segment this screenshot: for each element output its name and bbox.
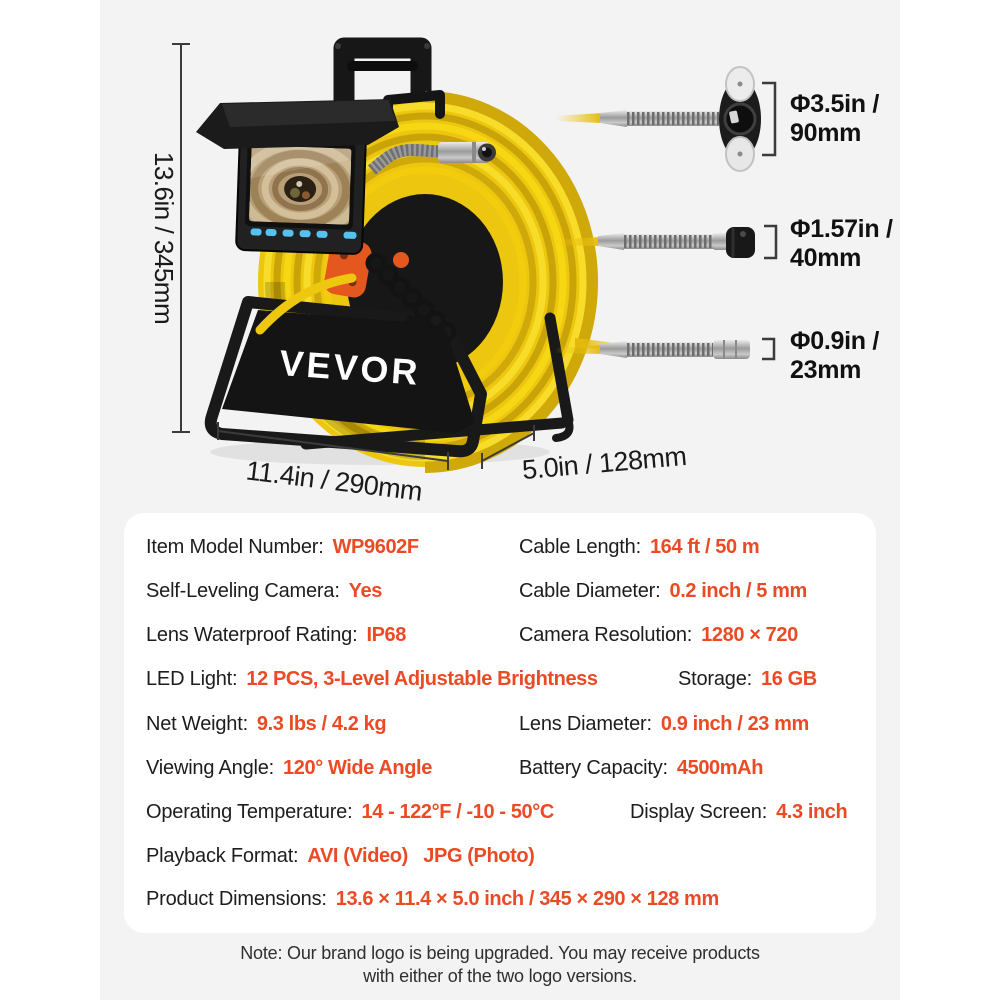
attachment-2-size-line1: Φ1.57in / xyxy=(790,215,893,243)
spec-label: Playback Format: xyxy=(146,845,299,867)
spec-value: 1280 × 720 xyxy=(701,624,798,646)
spec-row-temperature xyxy=(146,799,860,825)
camera-head xyxy=(438,142,496,163)
note-line2: with either of the two logo versions. xyxy=(363,966,637,986)
spec-label: Viewing Angle: xyxy=(146,757,275,779)
spec-label: Lens Waterproof Rating: xyxy=(146,624,358,646)
spec-label: Cable Length: xyxy=(519,536,641,558)
spec-row-model xyxy=(146,534,860,560)
spec-row-self-leveling xyxy=(146,578,860,604)
spec-label: Self-Leveling Camera: xyxy=(146,580,340,602)
height-dimension-label: 13.6in / 345mm xyxy=(149,151,179,325)
attachment-1-size-line1: Φ3.5in / xyxy=(790,90,879,118)
spec-label: Item Model Number: xyxy=(146,536,324,558)
brand-logo: VEVOR xyxy=(278,342,422,393)
depth-dimension-label: 5.0in / 128mm xyxy=(520,440,688,486)
spec-label: Storage: xyxy=(678,668,753,690)
product-diagram xyxy=(100,0,900,513)
spec-label: Camera Resolution: xyxy=(519,624,693,646)
spec-row-viewing-angle xyxy=(146,755,860,781)
spec-value: 0.9 inch / 23 mm xyxy=(660,713,809,735)
attachment-3-bracket xyxy=(762,339,774,359)
spec-value: 0.2 inch / 5 mm xyxy=(669,580,807,602)
attachment-1-roller-skid xyxy=(555,67,761,171)
spec-label: Net Weight: xyxy=(146,713,248,735)
spec-label: Operating Temperature: xyxy=(146,801,353,823)
spec-value: 16 GB xyxy=(761,668,817,690)
spec-row-playback xyxy=(146,843,860,869)
spec-value: WP9602F xyxy=(332,536,419,558)
attachment-1-bracket xyxy=(762,83,775,155)
width-dimension-label: 11.4in / 290mm xyxy=(244,455,424,507)
spec-value: 13.6 × 11.4 × 5.0 inch / 345 × 290 × 128 mm xyxy=(335,888,719,910)
spec-value: 164 ft / 50 m xyxy=(649,536,760,558)
spec-row-led xyxy=(146,666,860,692)
spec-label: Lens Diameter: xyxy=(519,713,652,735)
spec-row-dimensions xyxy=(146,886,860,912)
attachment-3-size-line2: 23mm xyxy=(790,356,862,384)
spec-row-waterproof xyxy=(146,622,860,648)
spec-value: 120° Wide Angle xyxy=(283,757,432,779)
sunshade-hood xyxy=(196,99,399,149)
spec-value: 4.3 inch xyxy=(776,801,848,823)
attachment-2-size-line2: 40mm xyxy=(790,244,862,272)
spec-label: Battery Capacity: xyxy=(519,757,668,779)
spec-label: LED Light: xyxy=(146,668,238,690)
attachment-2-bracket xyxy=(764,226,776,258)
spec-label: Display Screen: xyxy=(630,801,768,823)
monitor-screen xyxy=(241,143,360,235)
attachment-1-size-line2: 90mm xyxy=(790,119,862,147)
monitor xyxy=(236,131,366,254)
spec-value: 4500mAh xyxy=(676,757,764,779)
spec-label: Cable Diameter: xyxy=(519,580,661,602)
spec-row-weight xyxy=(146,711,860,737)
spec-panel xyxy=(124,513,876,933)
note-line1: Note: Our brand logo is being upgraded. You may receive products xyxy=(240,943,760,963)
spec-value: Yes xyxy=(348,580,382,602)
spec-value: AVI (Video) JPG (Photo) xyxy=(307,845,535,867)
spec-value: 14 - 122°F / -10 - 50°C xyxy=(361,801,554,823)
spec-label: Product Dimensions: xyxy=(146,888,327,910)
attachment-3-size-line1: Φ0.9in / xyxy=(790,327,879,355)
spec-value: 9.3 lbs / 4.2 kg xyxy=(256,713,387,735)
logo-upgrade-note xyxy=(100,942,900,988)
spec-value: IP68 xyxy=(366,624,406,646)
spec-value: 12 PCS, 3-Level Adjustable Brightness xyxy=(246,668,598,690)
